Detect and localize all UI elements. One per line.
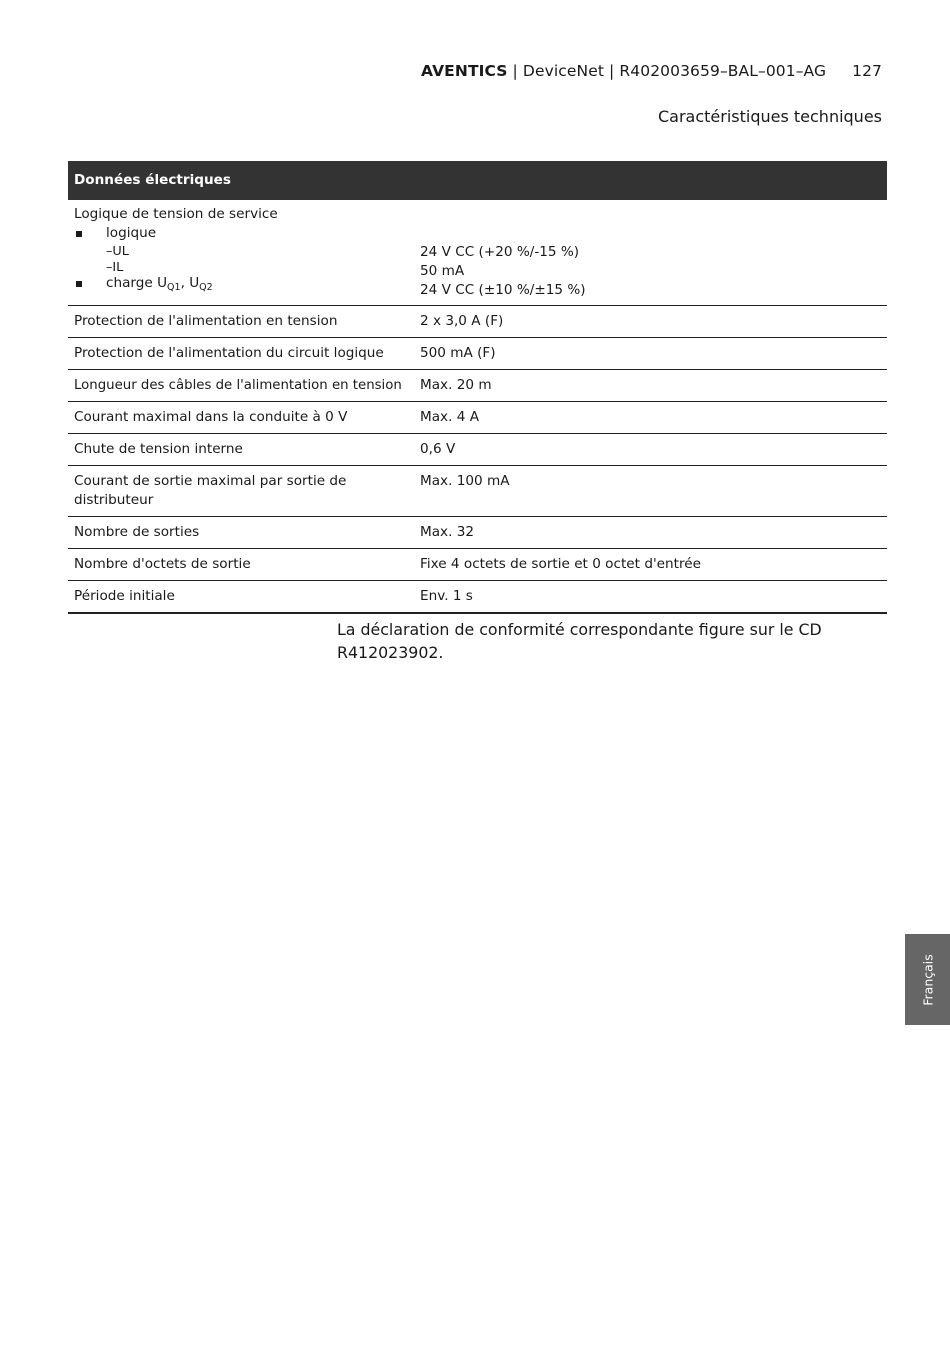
running-header — [421, 62, 882, 80]
table-row — [68, 434, 887, 466]
row-label: Courant de sortie maximal par sortie de distributeur — [74, 473, 347, 508]
row-label: Protection de l'alimentation du circuit logique — [74, 345, 384, 361]
row-value: 0,6 V — [420, 441, 456, 457]
header-separator: | — [507, 62, 523, 80]
row-value: 2 x 3,0 A (F) — [420, 313, 504, 329]
table-row — [68, 581, 887, 614]
table-row — [68, 402, 887, 434]
table-row — [68, 466, 887, 517]
row-value: 24 V CC (+20 %/-15 %) — [420, 244, 580, 260]
bullet-square-icon — [76, 231, 82, 237]
document-id: R402003659–BAL–001–AG — [619, 62, 827, 80]
row-value: 24 V CC (±10 %/±15 %) — [420, 282, 586, 298]
row-value: 50 mA — [420, 263, 465, 279]
bullet-item: charge $U_{Q1}$, $U_{Q2}$ — [74, 275, 213, 291]
row-value: Env. 1 s — [420, 588, 473, 604]
page-number: 127 — [852, 62, 882, 80]
language-tab-label: Français — [920, 953, 935, 1006]
row-label: Logique de tension de service — [74, 206, 278, 222]
row-label: Protection de l'alimentation en tension — [74, 313, 338, 329]
electrical-data-table — [68, 161, 887, 614]
row-label: Longueur des câbles de l'alimentation en tension — [74, 378, 402, 393]
table-row — [68, 200, 887, 306]
row-value: Max. 20 m — [420, 377, 492, 393]
row-value: 500 mA (F) — [420, 345, 496, 361]
header-separator: | — [604, 62, 620, 80]
sub-item: –UL — [106, 244, 129, 259]
row-value: Max. 4 A — [420, 409, 480, 425]
row-label: Nombre de sorties — [74, 524, 200, 540]
bullet-square-icon — [76, 281, 82, 287]
row-label: Courant maximal dans la conduite à 0 V — [74, 409, 348, 425]
sub-item: –IL — [106, 260, 124, 275]
language-tab — [905, 934, 950, 1025]
conformity-note: La déclaration de conformité correspondante figure sur le CD R412023902. — [337, 620, 822, 662]
row-label: Période initiale — [74, 588, 175, 604]
table-heading: Données électriques — [68, 161, 887, 200]
table-row — [68, 549, 887, 581]
row-value: Fixe 4 octets de sortie et 0 octet d'entrée — [420, 556, 702, 572]
table-row — [68, 306, 887, 338]
row-value: Max. 32 — [420, 524, 475, 540]
table-row — [68, 338, 887, 370]
row-label: Chute de tension interne — [74, 441, 243, 457]
row-value: Max. 100 mA — [420, 473, 510, 489]
product-name: DeviceNet — [522, 62, 605, 80]
bullet-item: logique — [74, 225, 156, 241]
section-title: Caractéristiques techniques — [657, 107, 882, 126]
brand-name: AVENTICS — [421, 62, 508, 80]
row-label: Nombre d'octets de sortie — [74, 556, 251, 572]
table-row — [68, 517, 887, 549]
table-row — [68, 370, 887, 402]
